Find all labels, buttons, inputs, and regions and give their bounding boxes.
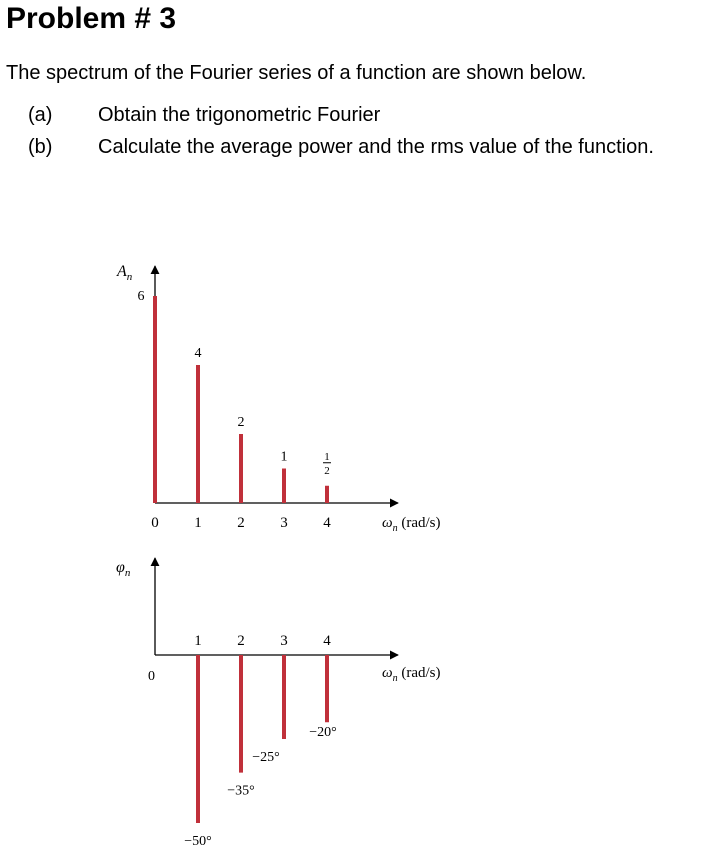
amplitude-tick-label: 1 xyxy=(194,515,202,531)
phase-y-label: $\varphi_n$ xyxy=(116,559,131,579)
amplitude-value-label xyxy=(323,451,331,477)
phase-value-label: −25° xyxy=(252,750,280,765)
phase-value-label: −50° xyxy=(184,834,212,845)
part-a-label: (a) xyxy=(28,104,53,126)
amplitude-x-label: $\omega_n$ (rad/s) xyxy=(382,515,441,534)
amplitude-spectrum xyxy=(116,263,441,534)
phase-tick-label: 2 xyxy=(237,633,245,649)
amplitude-tick-label: 3 xyxy=(280,515,288,531)
amplitude-value-label: 1 xyxy=(280,449,288,465)
phase-value-label: −35° xyxy=(227,783,255,799)
phase-value-label: −20° xyxy=(309,725,337,741)
part-b-text: Calculate the average power and the rms value of the function. xyxy=(98,136,654,158)
amplitude-value-label: 4 xyxy=(194,346,202,361)
svg-text:2: 2 xyxy=(324,464,330,477)
amplitude-value-label: 2 xyxy=(237,415,245,430)
phase-spectrum xyxy=(116,558,441,845)
phase-tick-label: 4 xyxy=(323,633,331,649)
svg-text:1: 1 xyxy=(324,450,330,463)
problem-intro: The spectrum of the Fourier series of a function are shown below. xyxy=(6,62,587,84)
phase-tick-label: 3 xyxy=(280,633,288,649)
amplitude-y-label: $A_n$ xyxy=(117,263,133,283)
phase-x-label: $\omega_n$ (rad/s) xyxy=(382,665,441,684)
part-a-text: Obtain the trigonometric Fourier xyxy=(98,104,381,126)
problem-title: Problem # 3 xyxy=(6,2,177,35)
phase-origin-label: 0 xyxy=(148,669,155,684)
amplitude-value-label: 6 xyxy=(137,289,145,304)
part-b-label: (b) xyxy=(28,136,53,158)
amplitude-tick-label: 0 xyxy=(151,515,159,531)
amplitude-tick-label: 2 xyxy=(237,515,245,531)
phase-tick-label: 1 xyxy=(194,633,202,649)
amplitude-tick-label: 4 xyxy=(323,515,331,531)
